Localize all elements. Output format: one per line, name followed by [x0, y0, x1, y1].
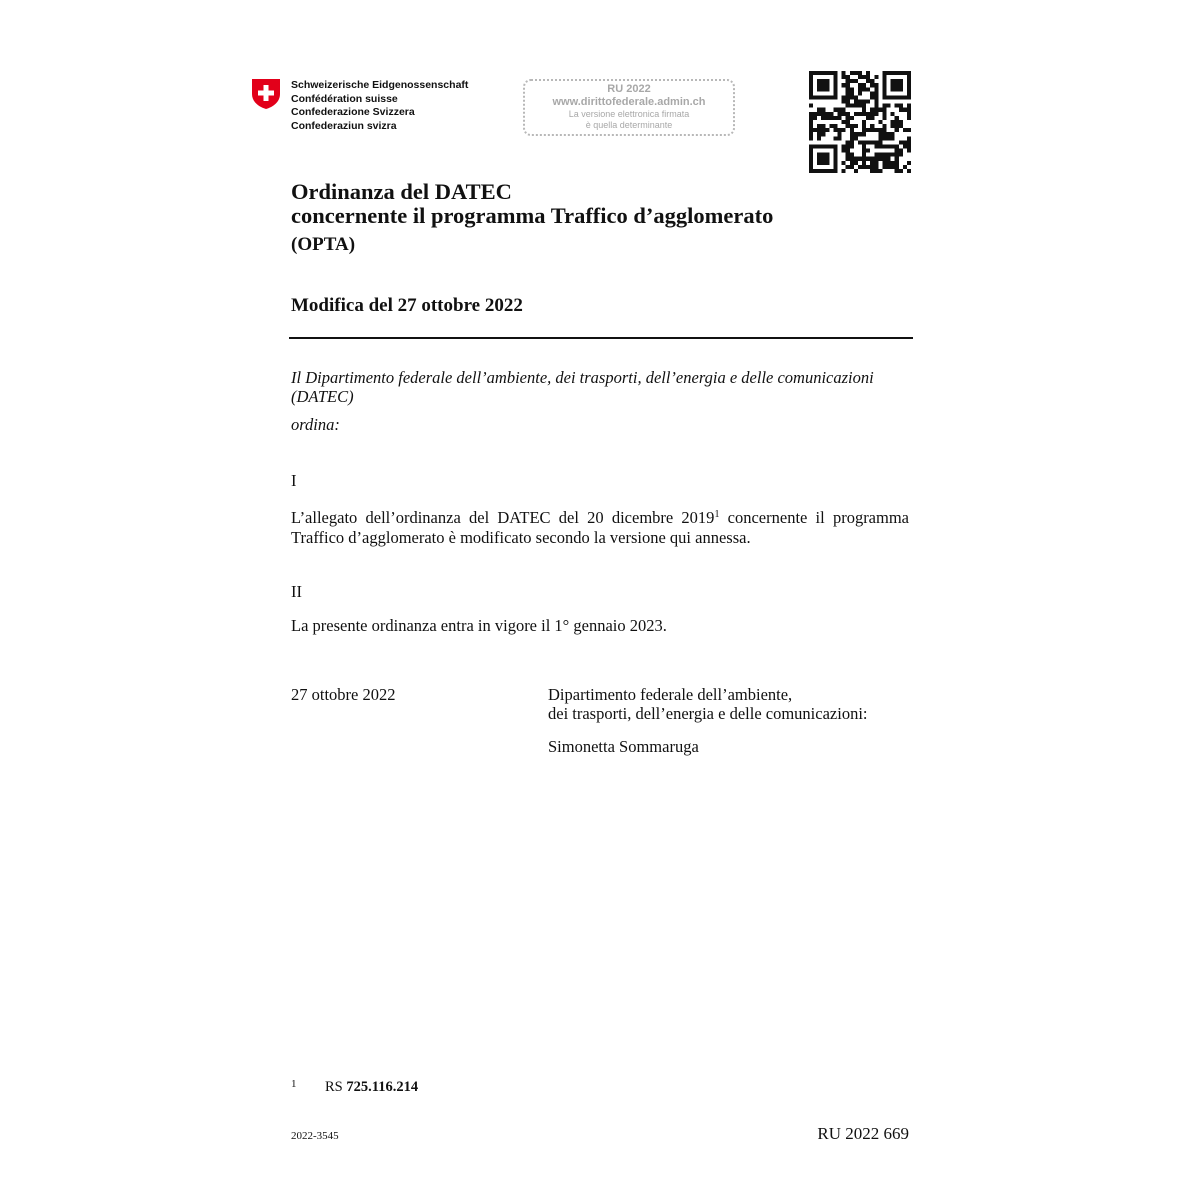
- qr-code-icon: [809, 71, 911, 173]
- federation-name-de: Schweizerische Eidgenossenschaft: [291, 79, 469, 91]
- federation-name-rm: Confederaziun svizra: [291, 119, 397, 132]
- footnote-number: 1: [291, 1078, 297, 1090]
- department-line-1: Dipartimento federale dell’ambiente,: [548, 685, 793, 704]
- footnote-text: [325, 1079, 418, 1096]
- department-line-2: dei trasporti, dell’energia e delle comunicazioni:: [548, 704, 868, 723]
- stamp-url: www.dirittofederale.admin.ch: [552, 96, 706, 108]
- stamp-collection: RU 2022: [607, 83, 651, 95]
- signing-department: [548, 685, 868, 723]
- title-line-1: Ordinanza del DATEC: [291, 179, 512, 204]
- signature-date: 27 ottobre 2022: [291, 685, 396, 704]
- signer-name: Simonetta Sommaruga: [548, 737, 699, 756]
- section-numeral-2: II: [291, 582, 302, 601]
- section-1-text-start: L’allegato dell’ordinanza del DATEC del 20 dicembre 2019: [291, 508, 715, 527]
- federation-name-it: Confederazione Svizzera: [291, 106, 415, 118]
- section-1-text-end: concernente il programma Traffico d’agglomerato è modificato secondo la versione qui annessa.: [291, 508, 909, 547]
- section-1-text: [291, 505, 909, 548]
- publication-stamp: [523, 79, 735, 136]
- modification-date: Modifica del 27 ottobre 2022: [291, 295, 523, 316]
- document-title: [291, 180, 773, 255]
- stamp-note-1: La versione elettronica firmata: [568, 109, 690, 119]
- swiss-coat-of-arms-icon: [251, 78, 281, 110]
- preamble-ordina: ordina:: [291, 415, 340, 434]
- federation-names: [291, 79, 468, 133]
- section-numeral-1: I: [291, 471, 297, 490]
- section-2-text: La presente ordinanza entra in vigore il 1° gennaio 2023.: [291, 616, 667, 635]
- page-reference: RU 2022 669: [817, 1124, 909, 1143]
- footnote-ref-1[interactable]: 1: [714, 509, 720, 520]
- document-code: 2022-3545: [291, 1130, 339, 1142]
- federation-name-fr: Confédération suisse: [291, 92, 398, 105]
- footnote-prefix: RS: [325, 1079, 347, 1095]
- footnote-reference[interactable]: 725.116.214: [346, 1079, 419, 1095]
- title-abbreviation: (OPTA): [291, 234, 356, 255]
- title-divider: [289, 337, 913, 339]
- title-line-2: concernente il programma Traffico d’agglomerato: [291, 203, 774, 228]
- preamble-text: Il Dipartimento federale dell’ambiente, dei trasporti, dell’energia e delle comunicazioni (DATEC): [291, 368, 874, 406]
- stamp-note-2: è quella determinante: [585, 120, 673, 130]
